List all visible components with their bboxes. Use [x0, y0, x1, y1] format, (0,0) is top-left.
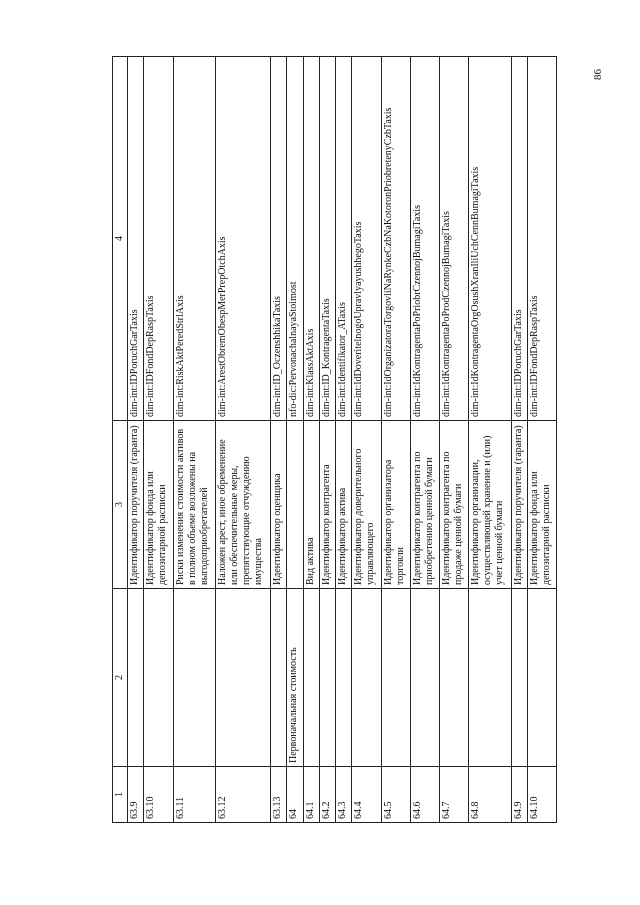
row-description: [287, 421, 303, 589]
row-number: 63.13: [271, 767, 287, 823]
row-number: 64.8: [469, 767, 511, 823]
row-code: dim-int:IDPoruchGarTaxis: [511, 57, 527, 421]
row-name: [527, 589, 556, 767]
row-number: 63.10: [144, 767, 173, 823]
row-name: [352, 589, 381, 767]
row-name: [469, 589, 511, 767]
row-code: dim-int:IdKontragentaPoPriobrCzennojBumagiTaxis: [410, 57, 439, 421]
row-description: Идентификатор контрагента по приобретению ценной бумаги: [410, 421, 439, 589]
row-description: Идентификатор фонда или депозитарной расписки: [527, 421, 556, 589]
table-row: [527, 57, 556, 823]
row-code: dim-int:IdKontragentaPoProdCzennojBumagiTaxis: [440, 57, 469, 421]
table-row: [128, 57, 144, 823]
table-row: [469, 57, 511, 823]
table-row: [336, 57, 352, 823]
row-code: dim-int:Identifikator_ATaxis: [336, 57, 352, 421]
row-description: Идентификатор организатора торговли: [381, 421, 410, 589]
row-description: Идентификатор поручителя (гаранта): [128, 421, 144, 589]
row-number: 64.5: [381, 767, 410, 823]
row-code: dim-int:KlassAktAxis: [303, 57, 319, 421]
row-code: nfo-dic:PervonachalnayaStoimost: [287, 57, 303, 421]
row-number: 64.4: [352, 767, 381, 823]
row-name: [173, 589, 215, 767]
row-name: [319, 589, 335, 767]
row-code: dim-int:IDPoruchGarTaxis: [128, 57, 144, 421]
rotated-table-wrapper: [112, 57, 557, 823]
row-description: Идентификатор актива: [336, 421, 352, 589]
row-description: Идентификатор фонда или депозитарной расписки: [144, 421, 173, 589]
row-description: Идентификатор контрагента по продаже ценной бумаги: [440, 421, 469, 589]
row-name: [381, 589, 410, 767]
row-description: Идентификатор организации, осуществляющей хранение и (или) учет ценной бумаги: [469, 421, 511, 589]
row-number: 64.9: [511, 767, 527, 823]
column-header-4: 4: [113, 57, 128, 421]
data-table: [112, 56, 557, 823]
row-name: [128, 589, 144, 767]
row-code: dim-int:IDFondDepRaspTaxis: [144, 57, 173, 421]
row-code: dim-int:RiskAktPeredStrlAxis: [173, 57, 215, 421]
row-code: dim-int:IdOrganizatoraTorgovliNaRynkeCzbNaKotoronPriobretenyCzbTaxis: [381, 57, 410, 421]
row-code: dim-int:ArestObremObespMerPrepOtchAxis: [215, 57, 270, 421]
row-number: 64.3: [336, 767, 352, 823]
row-number: 63.9: [128, 767, 144, 823]
column-header-2: 2: [113, 589, 128, 767]
table-row: [215, 57, 270, 823]
table-row: [319, 57, 335, 823]
table-row: [271, 57, 287, 823]
row-description: Идентификатор контрагента: [319, 421, 335, 589]
row-name: [440, 589, 469, 767]
row-number: 64.7: [440, 767, 469, 823]
page-number: 86: [592, 69, 604, 80]
row-code: dim-int:ID_KontragentaTaxis: [319, 57, 335, 421]
row-number: 64.1: [303, 767, 319, 823]
row-name: [144, 589, 173, 767]
row-name: [303, 589, 319, 767]
row-description: Идентификатор оценщика: [271, 421, 287, 589]
row-number: 64.6: [410, 767, 439, 823]
row-description: Наложен арест, иное обременение или обеспечительные меры, препятствующие отчуждению имущества: [215, 421, 270, 589]
table-row: [381, 57, 410, 823]
row-name: [271, 589, 287, 767]
row-name: [215, 589, 270, 767]
row-number: 63.12: [215, 767, 270, 823]
header-row: [113, 57, 128, 823]
row-name: [511, 589, 527, 767]
table-row: [352, 57, 381, 823]
row-description: Риски изменения стоимости активов в полном объеме возложены на выгодоприобретателей: [173, 421, 215, 589]
row-code: dim-int:IDFondDepRaspTaxis: [527, 57, 556, 421]
row-name: [410, 589, 439, 767]
column-header-1: 1: [113, 767, 128, 823]
row-number: 63.11: [173, 767, 215, 823]
row-number: 64.10: [527, 767, 556, 823]
table-row: [410, 57, 439, 823]
row-description: Идентификатор доверительного управляющего: [352, 421, 381, 589]
table-row: [440, 57, 469, 823]
row-name: Первоначальная стоимость: [287, 589, 303, 767]
column-header-3: 3: [113, 421, 128, 589]
row-code: dim-int:IdKontragentaOrgOsushXranIliUchCennBumagiTaxis: [469, 57, 511, 421]
table-row: [511, 57, 527, 823]
row-code: dim-int:IdDoveritelnogoUpravlyayushhegoTaxis: [352, 57, 381, 421]
row-number: 64.2: [319, 767, 335, 823]
table-row: [287, 57, 303, 823]
row-code: dim-int:ID_OczenshhikaTaxis: [271, 57, 287, 421]
table-row: [173, 57, 215, 823]
table-row: [144, 57, 173, 823]
table-row: [303, 57, 319, 823]
row-name: [336, 589, 352, 767]
row-number: 64: [287, 767, 303, 823]
row-description: Идентификатор поручителя (гаранта): [511, 421, 527, 589]
row-description: Вид актива: [303, 421, 319, 589]
